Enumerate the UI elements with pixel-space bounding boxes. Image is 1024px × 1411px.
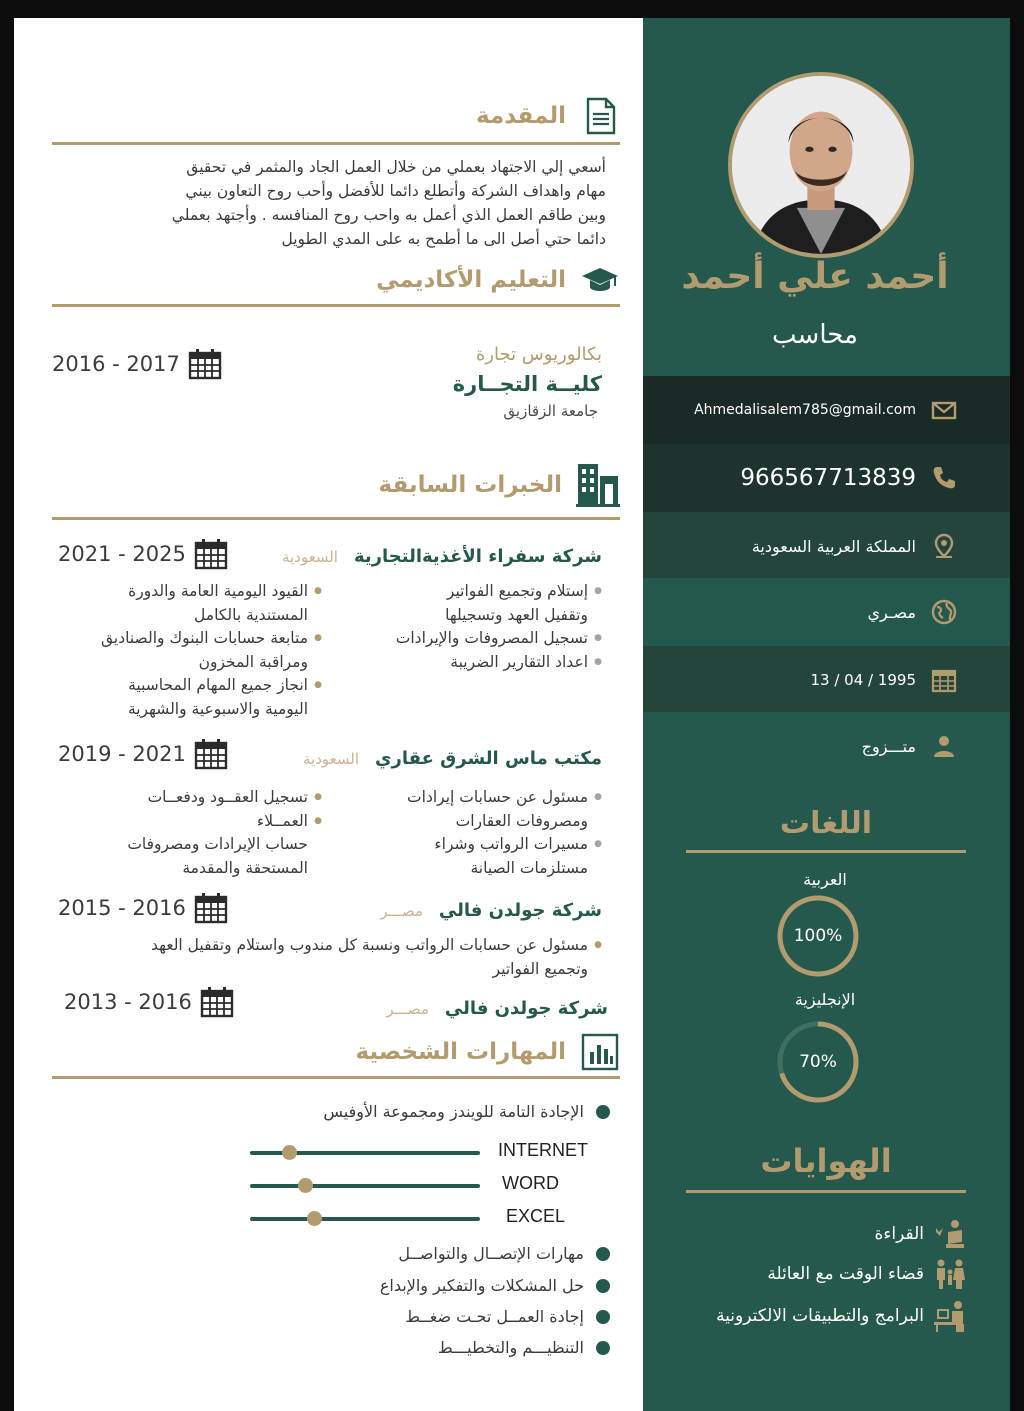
job-4-company: شركة جولدن فالي (444, 998, 608, 1019)
skill-bar-knob (282, 1145, 297, 1160)
skill-bar-internet (250, 1151, 480, 1155)
job-1-dates-text: 2021 - 2025 (58, 542, 186, 566)
skill-office (240, 1102, 610, 1121)
job-1-duties-right (340, 580, 602, 674)
job-1-header (230, 546, 602, 567)
list-item: ● العمــلاء (60, 810, 322, 834)
calendar-icon (194, 738, 228, 770)
intro-line: وبين طاقم العمل الذي أعمل به واحب روح المنافسه . وأجتهد بعملي (171, 206, 606, 224)
reading-icon (932, 1218, 968, 1250)
job-1-date (58, 538, 228, 570)
list-item: ● إستلام وتجميع الفواتير (340, 580, 602, 604)
job-4-date (64, 986, 234, 1018)
job-1-company: شركة سفراء الأغذيةالتجارية (353, 546, 602, 567)
document-icon (580, 96, 620, 136)
list-item: ● مسئول عن حسابات الرواتب ونسبة كل مندوب واستلام وتقفيل العهد (30, 934, 602, 958)
list-item: ● انجاز جميع المهام المحاسبية (36, 674, 322, 698)
skill-bar-label: INTERNET (498, 1140, 588, 1160)
job-3-header (230, 900, 602, 921)
skills-heading: المهارات الشخصية (355, 1039, 566, 1065)
job-4-country: مصـــر (386, 1000, 429, 1018)
birthdate-text: 13 / 04 / 1995 (810, 671, 916, 689)
bullet-dot (596, 1341, 610, 1355)
intro-heading-row (52, 96, 620, 136)
language-english-ring (776, 1020, 860, 1104)
bar-chart-icon (580, 1032, 620, 1072)
globe-icon (930, 598, 958, 626)
job-4-dates-text: 2013 - 2016 (64, 990, 192, 1014)
skill-bar-label: EXCEL (506, 1206, 566, 1226)
list-item: ● اعداد التقارير الضريبة (340, 651, 602, 675)
education-dates-text: 2016 - 2017 (52, 352, 180, 376)
languages-heading: اللغات (779, 806, 873, 841)
education-heading: التعليم الأكاديمي (376, 267, 566, 293)
calendar-icon (930, 666, 958, 694)
hobby-reading-text: القراءة (874, 1224, 924, 1244)
job-title: محاسب (772, 320, 858, 350)
list-item: ● القيود اليومية العامة والدورة (36, 580, 322, 604)
skill-bar-label: WORD (502, 1173, 559, 1193)
profile-photo (728, 72, 914, 258)
list-item: حساب الإيرادات ومصروفات (127, 835, 308, 853)
job-2-date (58, 738, 228, 770)
top-frame (0, 0, 1024, 18)
job-2-dates-text: 2019 - 2021 (58, 742, 186, 766)
bullet-dot (596, 1279, 610, 1293)
skill-bar-word (250, 1184, 480, 1188)
bullet-dot (596, 1247, 610, 1261)
list-item: ومصروفات العقارات (455, 811, 588, 830)
skills-heading-row (52, 1032, 620, 1072)
language-arabic-value: 100% (793, 926, 843, 946)
experience-heading: الخبرات السابقة (378, 472, 562, 498)
left-frame (0, 0, 14, 1411)
skill-item-text: حل المشكلات والتفكير والإبداع (379, 1276, 584, 1295)
skill-bar-excel (250, 1217, 480, 1221)
calendar-icon (200, 986, 234, 1018)
birthdate-row (643, 646, 1010, 714)
bullet-dot (596, 1310, 610, 1324)
job-3-dates-text: 2015 - 2016 (58, 896, 186, 920)
calendar-icon (188, 348, 222, 380)
nationality-text: مصـري (867, 602, 916, 622)
job-3-duties (30, 934, 602, 981)
person-icon (930, 732, 958, 760)
experience-divider (52, 517, 620, 520)
list-item: وتجميع الفواتير (492, 959, 588, 978)
list-item: المستندية بالكامل (194, 605, 308, 624)
hobby-family-text: قضاء الوقت مع العائلة (767, 1264, 924, 1284)
intro-line: دائما حتي أصل الى ما أطمح به على المدي الطويل (281, 230, 606, 248)
job-2-header (230, 748, 602, 769)
intro-heading: المقدمة (476, 103, 566, 129)
hobby-apps (660, 1300, 968, 1332)
education-faculty: كليــة التجــارة (452, 372, 602, 396)
list-item: وتقفيل العهد وتسجيلها (445, 605, 588, 624)
job-2-country: السعودية (303, 750, 360, 768)
nationality-row (643, 578, 1010, 646)
job-1-country: السعودية (281, 548, 338, 566)
job-3-company: شركة جولدن فالي (438, 900, 602, 921)
list-item: ● مسيرات الرواتب وشراء (340, 833, 602, 857)
job-1-duties-left (36, 580, 322, 721)
skill-item-text: مهارات الإتصــال والتواصــل (398, 1244, 584, 1263)
phone-icon (930, 464, 958, 492)
location-pin-icon (930, 532, 958, 560)
phone-text[interactable]: 966567713839 (740, 465, 916, 491)
education-heading-row (52, 260, 620, 300)
right-frame (1010, 0, 1024, 1411)
list-item: ● متابعة حسابات البنوك والصناديق (36, 627, 322, 651)
education-date (52, 348, 222, 380)
contact-email-row[interactable] (643, 376, 1010, 444)
job-2-company: مكتب ماس الشرق عقاري (375, 748, 602, 769)
person-name: أحمد علي أحمد (681, 256, 949, 297)
intro-line: أسعي إلي الاجتهاد بعملي من خلال العمل الجاد والمثمر في تحقيق (186, 158, 606, 176)
hobby-family (660, 1258, 968, 1290)
hobbies-divider (686, 1190, 966, 1193)
list-item: ● تسجيل المصروفات والإيرادات (340, 627, 602, 651)
skill-item (300, 1307, 610, 1326)
skill-item (300, 1244, 610, 1263)
hobby-apps-text: البرامج والتطبيقات الالكترونية (716, 1306, 924, 1326)
list-item: اليومية والاسبوعية والشهرية (127, 699, 308, 718)
building-icon (576, 462, 620, 508)
list-item: ● تسجيل العقــود ودفعــات (60, 786, 322, 810)
list-item: المستحقة والمقدمة (182, 858, 308, 877)
calendar-icon (194, 538, 228, 570)
skill-item-text: إجادة العمــل تحـت ضغــط (405, 1307, 584, 1326)
intro-divider (52, 142, 620, 145)
job-2-duties-left (60, 786, 322, 880)
education-degree: بكالوريوس تجارة (475, 344, 602, 365)
computer-desk-icon (932, 1300, 968, 1332)
job-3-date (58, 892, 228, 924)
country-text: المملكة العربية السعودية (751, 536, 916, 556)
skill-item (300, 1276, 610, 1295)
list-item: مستلزمات الصيانة (470, 858, 588, 877)
language-english-value: 70% (799, 1052, 837, 1072)
language-arabic-ring (776, 894, 860, 978)
family-icon (932, 1258, 968, 1290)
list-item: ومراقبة المخزون (198, 652, 308, 671)
intro-paragraph (60, 155, 606, 251)
graduation-cap-icon (580, 260, 620, 300)
marital-text: متـــزوج (861, 736, 916, 756)
skill-item (300, 1338, 610, 1357)
bullet-dot (596, 1105, 610, 1119)
education-university: جامعة الزقازيق (503, 402, 598, 420)
languages-divider (686, 850, 966, 853)
email-text[interactable]: Ahmedalisalem785@gmail.com (694, 402, 916, 418)
language-arabic-label: العربية (803, 870, 847, 889)
job-4-header (236, 998, 608, 1019)
experience-heading-row (52, 462, 620, 508)
hobbies-heading: الهوايات (760, 1142, 892, 1180)
job-3-country: مصـــر (380, 902, 423, 920)
skills-divider (52, 1076, 620, 1079)
skill-item-text: التنظيـــم والتخطيـــط (437, 1338, 584, 1357)
intro-line: مهام واهداف الشركة وأتطلع دائما للأفضل وأحب روح التعاون بيني (185, 182, 606, 200)
location-row (643, 512, 1010, 580)
list-item: ● مسئول عن حسابات إيرادات (340, 786, 602, 810)
skill-office-text: الإجادة التامة للويندز ومجموعة الأوفيس (323, 1102, 584, 1121)
education-divider (52, 304, 620, 307)
contact-phone-row[interactable] (643, 444, 1010, 512)
envelope-icon (930, 396, 958, 424)
marital-row (643, 712, 1010, 780)
calendar-icon (194, 892, 228, 924)
hobby-reading (660, 1218, 968, 1250)
job-2-duties-right (340, 786, 602, 880)
language-english-label: الإنجليزية (794, 990, 856, 1009)
